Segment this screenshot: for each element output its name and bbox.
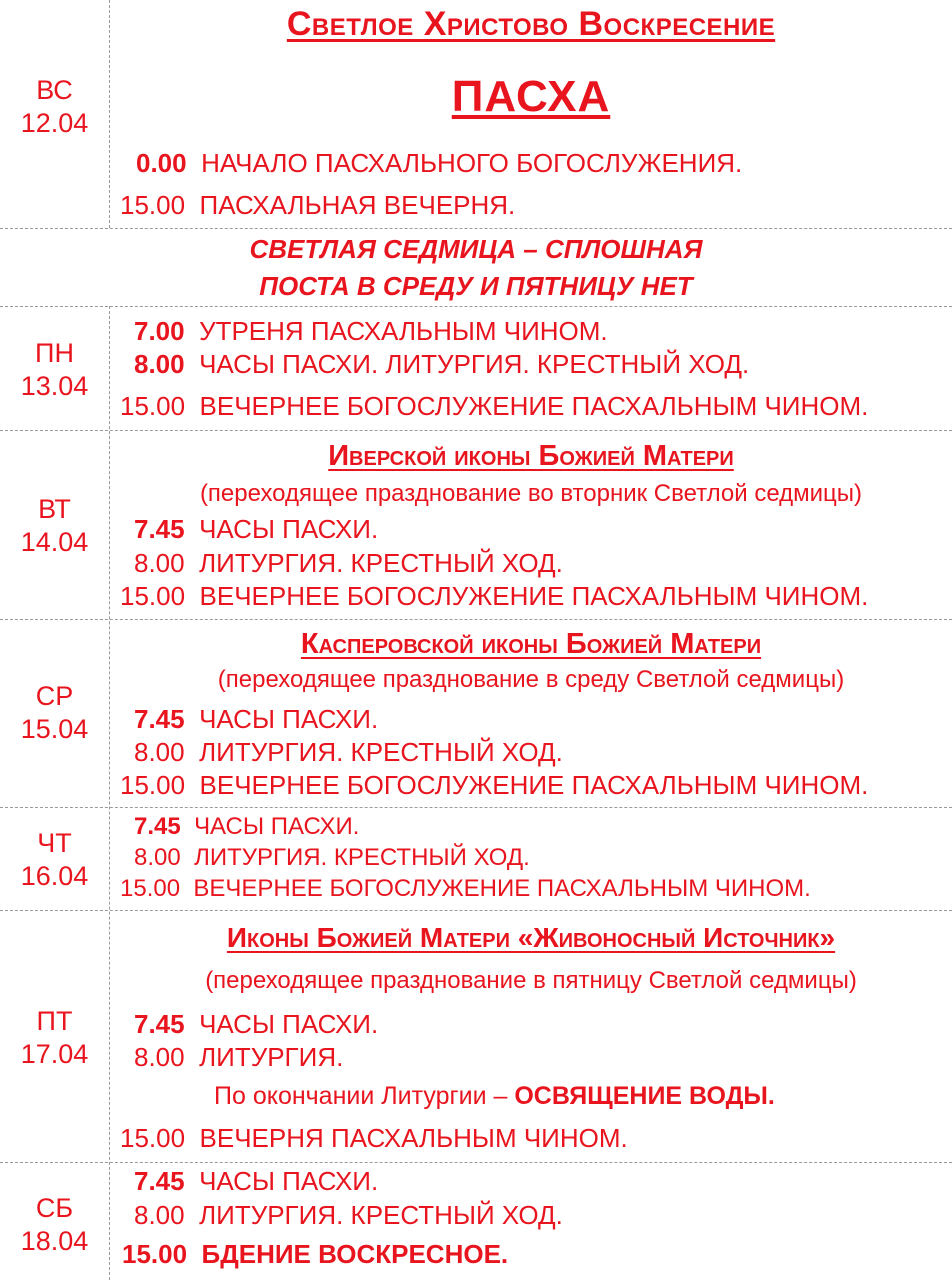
service-name: ВЕЧЕРНЕЕ БОГОСЛУЖЕНИЕ ПАСХАЛЬНЫМ ЧИНОМ. bbox=[193, 875, 811, 902]
service-name: ЧАСЫ ПАСХИ. bbox=[199, 1009, 379, 1039]
service-time: 15.00 bbox=[120, 875, 181, 902]
day-of-week: ПН bbox=[35, 338, 74, 368]
service-name: ЛИТУРГИЯ. КРЕСТНЫЙ ХОД. bbox=[194, 844, 530, 871]
day-label bbox=[0, 337, 109, 403]
day-label bbox=[0, 680, 109, 746]
day-of-week: ЧТ bbox=[37, 828, 72, 858]
service-time: 0.00 bbox=[136, 148, 187, 178]
service-time: 8.00 bbox=[134, 737, 185, 767]
service-time: 7.00 bbox=[134, 316, 185, 346]
service-name: ЧАСЫ ПАСХИ. bbox=[199, 704, 379, 734]
day-label bbox=[0, 1192, 109, 1258]
service-time: 7.45 bbox=[134, 813, 181, 840]
day-date: 16.04 bbox=[20, 861, 89, 891]
service-name: ЛИТУРГИЯ. bbox=[199, 1042, 344, 1072]
water-blessing-lead: По окончании Литургии – bbox=[214, 1082, 515, 1110]
service-entry bbox=[134, 1199, 563, 1231]
day-date: 13.04 bbox=[20, 371, 89, 401]
service-time: 15.00 bbox=[120, 581, 186, 611]
service-name: ПАСХАЛЬНАЯ ВЕЧЕРНЯ. bbox=[199, 190, 516, 220]
row-divider bbox=[0, 430, 952, 431]
day-date: 17.04 bbox=[20, 1039, 89, 1069]
water-blessing-line bbox=[214, 1080, 775, 1112]
feast-subtitle: (переходящее празднование во вторник Светлой седмицы) bbox=[199, 480, 863, 507]
service-name: ЧАСЫ ПАСХИ. bbox=[199, 1166, 379, 1196]
service-name: ЛИТУРГИЯ. КРЕСТНЫЙ ХОД. bbox=[199, 548, 563, 578]
feast-title: Касперовской иконы Божией Матери bbox=[300, 628, 762, 660]
day-label bbox=[0, 74, 109, 140]
service-time: 8.00 bbox=[134, 1200, 185, 1230]
service-entry bbox=[134, 315, 608, 347]
feast-title-main: ПАСХА bbox=[451, 72, 611, 121]
row-divider bbox=[0, 1162, 952, 1163]
feast-title: Иверской иконы Божией Матери bbox=[328, 440, 734, 472]
water-blessing-title: ОСВЯЩЕНИЕ ВОДЫ. bbox=[514, 1082, 775, 1110]
service-time: 8.00 bbox=[134, 548, 185, 578]
service-entry bbox=[134, 703, 378, 735]
service-name: ЧАСЫ ПАСХИ. bbox=[194, 813, 360, 840]
service-entry bbox=[134, 843, 530, 873]
service-name: ЛИТУРГИЯ. КРЕСТНЫЙ ХОД. bbox=[199, 1200, 563, 1230]
service-time: 15.00 bbox=[120, 770, 186, 800]
service-name: ЧАСЫ ПАСХИ. bbox=[199, 514, 379, 544]
service-name: НАЧАЛО ПАСХАЛЬНОГО БОГОСЛУЖЕНИЯ. bbox=[201, 148, 743, 178]
day-of-week: СР bbox=[35, 681, 74, 711]
service-time: 7.45 bbox=[134, 514, 185, 544]
service-name: ВЕЧЕРНЕЕ БОГОСЛУЖЕНИЕ ПАСХАЛЬНЫМ ЧИНОМ. bbox=[199, 581, 869, 611]
day-of-week: ВТ bbox=[38, 494, 71, 524]
service-entry bbox=[134, 1008, 378, 1040]
service-name: УТРЕНЯ ПАСХАЛЬНЫМ ЧИНОМ. bbox=[199, 316, 608, 346]
service-time: 7.45 bbox=[134, 704, 185, 734]
row-divider bbox=[0, 910, 952, 911]
service-entry bbox=[120, 390, 868, 422]
service-time: 8.00 bbox=[134, 1042, 185, 1072]
service-name: ВЕЧЕРНЯ ПАСХАЛЬНЫМ ЧИНОМ. bbox=[199, 1123, 628, 1153]
row-divider bbox=[0, 306, 952, 307]
service-time: 8.00 bbox=[134, 349, 185, 379]
service-entry bbox=[122, 1238, 508, 1270]
day-of-week: ПТ bbox=[36, 1006, 73, 1036]
service-name: ЧАСЫ ПАСХИ. ЛИТУРГИЯ. КРЕСТНЫЙ ХОД. bbox=[199, 349, 750, 379]
service-time: 8.00 bbox=[134, 844, 181, 871]
day-of-week: ВС bbox=[36, 75, 73, 105]
service-time: 7.45 bbox=[134, 1009, 185, 1039]
service-name: ВЕЧЕРНЕЕ БОГОСЛУЖЕНИЕ ПАСХАЛЬНЫМ ЧИНОМ. bbox=[199, 770, 869, 800]
service-entry bbox=[134, 348, 749, 380]
row-divider bbox=[0, 228, 952, 229]
service-time: 15.00 bbox=[122, 1239, 188, 1269]
service-time: 15.00 bbox=[120, 190, 186, 220]
service-entry bbox=[134, 547, 563, 579]
service-entry bbox=[120, 874, 811, 904]
service-entry bbox=[134, 513, 378, 545]
feast-title: Иконы Божией Матери «Живоносный Источник» bbox=[226, 922, 836, 953]
day-date: 14.04 bbox=[20, 527, 89, 557]
service-entry bbox=[120, 1122, 628, 1154]
service-entry bbox=[134, 736, 563, 768]
day-label bbox=[0, 493, 109, 559]
service-name: БДЕНИЕ ВОСКРЕСНОЕ. bbox=[201, 1239, 509, 1269]
day-label bbox=[0, 1005, 109, 1071]
service-time: 15.00 bbox=[120, 391, 186, 421]
day-label bbox=[0, 827, 109, 893]
day-date: 12.04 bbox=[20, 108, 89, 138]
service-entry bbox=[136, 147, 742, 179]
row-divider bbox=[0, 807, 952, 808]
service-entry bbox=[134, 1165, 378, 1197]
service-time: 7.45 bbox=[134, 1166, 185, 1196]
row-divider bbox=[0, 619, 952, 620]
service-entry bbox=[134, 812, 359, 842]
feast-subtitle: (переходящее празднование в пятницу Светлой седмицы) bbox=[205, 967, 857, 994]
feast-subtitle: (переходящее празднование в среду Светлой седмицы) bbox=[217, 666, 845, 693]
service-entry bbox=[120, 189, 515, 221]
service-entry bbox=[120, 769, 868, 801]
service-name: ВЕЧЕРНЕЕ БОГОСЛУЖЕНИЕ ПАСХАЛЬНЫМ ЧИНОМ. bbox=[199, 391, 869, 421]
day-date: 18.04 bbox=[20, 1226, 89, 1256]
service-entry bbox=[134, 1041, 343, 1073]
service-name: ЛИТУРГИЯ. КРЕСТНЫЙ ХОД. bbox=[199, 737, 563, 767]
day-date: 15.04 bbox=[20, 714, 89, 744]
feast-title: Светлое Христово Воскресение bbox=[286, 5, 776, 43]
day-of-week: СБ bbox=[35, 1193, 74, 1223]
service-entry bbox=[120, 580, 868, 612]
note-line: СВЕТЛАЯ СЕДМИЦА – СПЛОШНАЯ bbox=[249, 234, 703, 264]
note-line: ПОСТА В СРЕДУ И ПЯТНИЦУ НЕТ bbox=[259, 271, 693, 301]
service-time: 15.00 bbox=[120, 1123, 186, 1153]
